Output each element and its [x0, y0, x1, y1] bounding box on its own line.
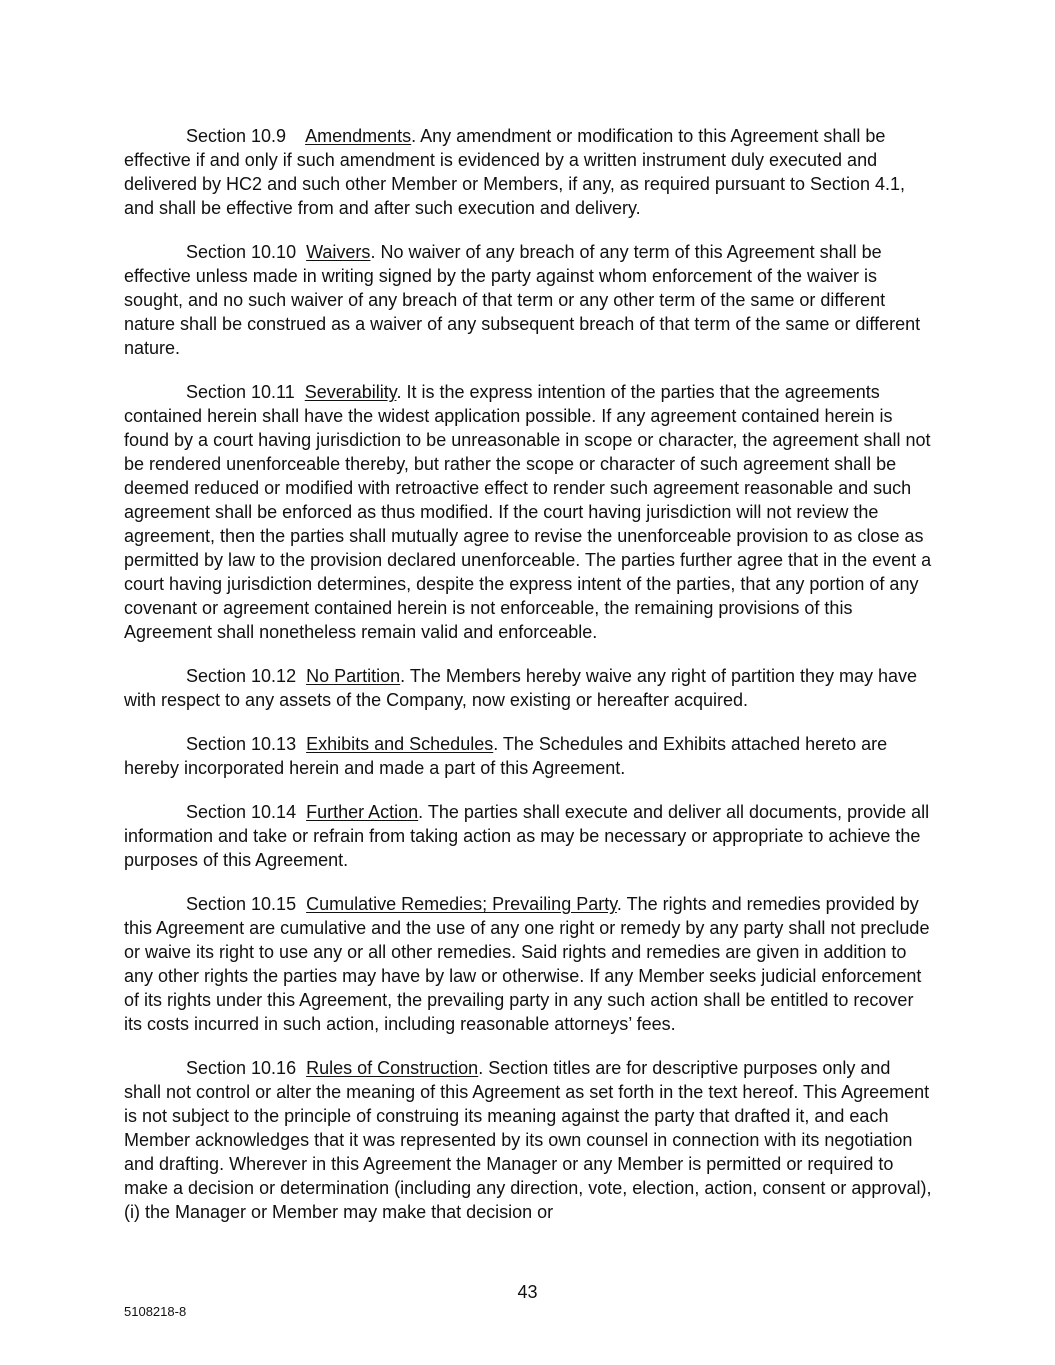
section-number: Section 10.16: [186, 1058, 307, 1078]
section-10-11: [124, 380, 932, 644]
section-number: Section 10.12: [186, 666, 307, 686]
section-10-12: [124, 664, 932, 712]
section-10-14: [124, 800, 932, 872]
section-10-13: [124, 732, 932, 780]
section-text: . The parties shall execute and deliver all documents, provide all information and take or refrain from taking action as may be necessary or appropriate to achieve the purposes of this Agreement.: [124, 802, 930, 870]
section-text: . It is the express intention of the parties that the agreements contained herein shall have the widest application possible. If any agreement contained herein is found by a court having jurisdiction to be unreasonable in scope or character, the agreement shall not be rendered unenforceable thereby, but rather the scope or character of such agreement shall be deemed reduced or modified with retroactive effect to render such agreement reasonable and such agreement shall be enforced as thus modified. If the court having jurisdiction will not review the agreement, then the parties shall mutually agree to revise the unenforceable provision to as close as permitted by law to the provision declared unenforceable. The parties further agree that in the event a court having jurisdiction determines, despite the express intent of the parties, that any portion of any covenant or agreement contained herein is not enforceable, the remaining provisions of this Agreement shall nonetheless remain valid and enforceable.: [124, 382, 932, 642]
section-text: . The Members hereby waive any right of partition they may have with respect to any assets of the Company, now existing or hereafter acquired.: [124, 666, 918, 710]
section-title: No Partition: [306, 666, 401, 686]
section-title: Cumulative Remedies; Prevailing Party: [306, 894, 617, 914]
page-number: 43: [517, 1282, 538, 1302]
section-title: Rules of Construction: [306, 1058, 479, 1078]
document-id: 5108218-8: [124, 1304, 187, 1319]
section-number: Section 10.14: [186, 802, 307, 822]
section-10-15: [124, 892, 932, 1036]
section-text: . Section titles are for descriptive purposes only and shall not control or alter the meaning of this Agreement as set forth in the text hereof. This Agreement is not subject to the principle of construing its meaning against the party that drafted it, and each Member acknowledges that it was represented by its own counsel in connection with its negotiation and drafting. Wherever in this Agreement the Manager or any Member is permitted or required to make a decision or determination (including any direction, vote, election, action, consent or approval), (i) the Manager or Member may make that decision or: [124, 1058, 932, 1222]
section-number: Section 10.10: [186, 242, 307, 262]
section-text: . The rights and remedies provided by this Agreement are cumulative and the use of any one right or remedy by any party shall not preclude or waive its right to use any or all other remedies. Said rights and remedies are given in addition to any other rights the parties may have by law or otherwise. If any Member seeks judicial enforcement of its rights under this Agreement, the prevailing party in any such action shall be entitled to recover its costs incurred in such action, including reasonable attorneys’ fees.: [124, 894, 930, 1034]
section-title: Severability: [304, 382, 397, 402]
section-10-10: [124, 240, 932, 360]
document-body: [124, 124, 932, 1244]
section-title: Amendments: [305, 126, 412, 146]
section-number: Section 10.11: [186, 382, 305, 402]
section-number: Section 10.13: [186, 734, 307, 754]
section-text: . No waiver of any breach of any term of this Agreement shall be effective unless made in writing signed by the party against whom enforcement of the waiver is sought, and no such waiver of any breach of that term or any other term of the same or different nature shall be construed as a waiver of any subsequent breach of that term of the same or different nature.: [124, 242, 921, 358]
section-text: . The Schedules and Exhibits attached hereto are hereby incorporated herein and made a part of this Agreement.: [124, 734, 888, 778]
section-title: Waivers: [306, 242, 371, 262]
section-text: . Any amendment or modification to this Agreement shall be effective if and only if such amendment is evidenced by a written instrument duly executed and delivered by HC2 and such other Member or Members, if any, as required pursuant to Section 4.1, and shall be effective from and after such execution and delivery.: [124, 126, 906, 218]
section-number: Section 10.9: [186, 126, 306, 146]
section-10-16: [124, 1056, 932, 1224]
section-title: Exhibits and Schedules: [306, 734, 494, 754]
section-title: Further Action: [306, 802, 419, 822]
section-number: Section 10.15: [186, 894, 307, 914]
section-10-9: [124, 124, 932, 220]
